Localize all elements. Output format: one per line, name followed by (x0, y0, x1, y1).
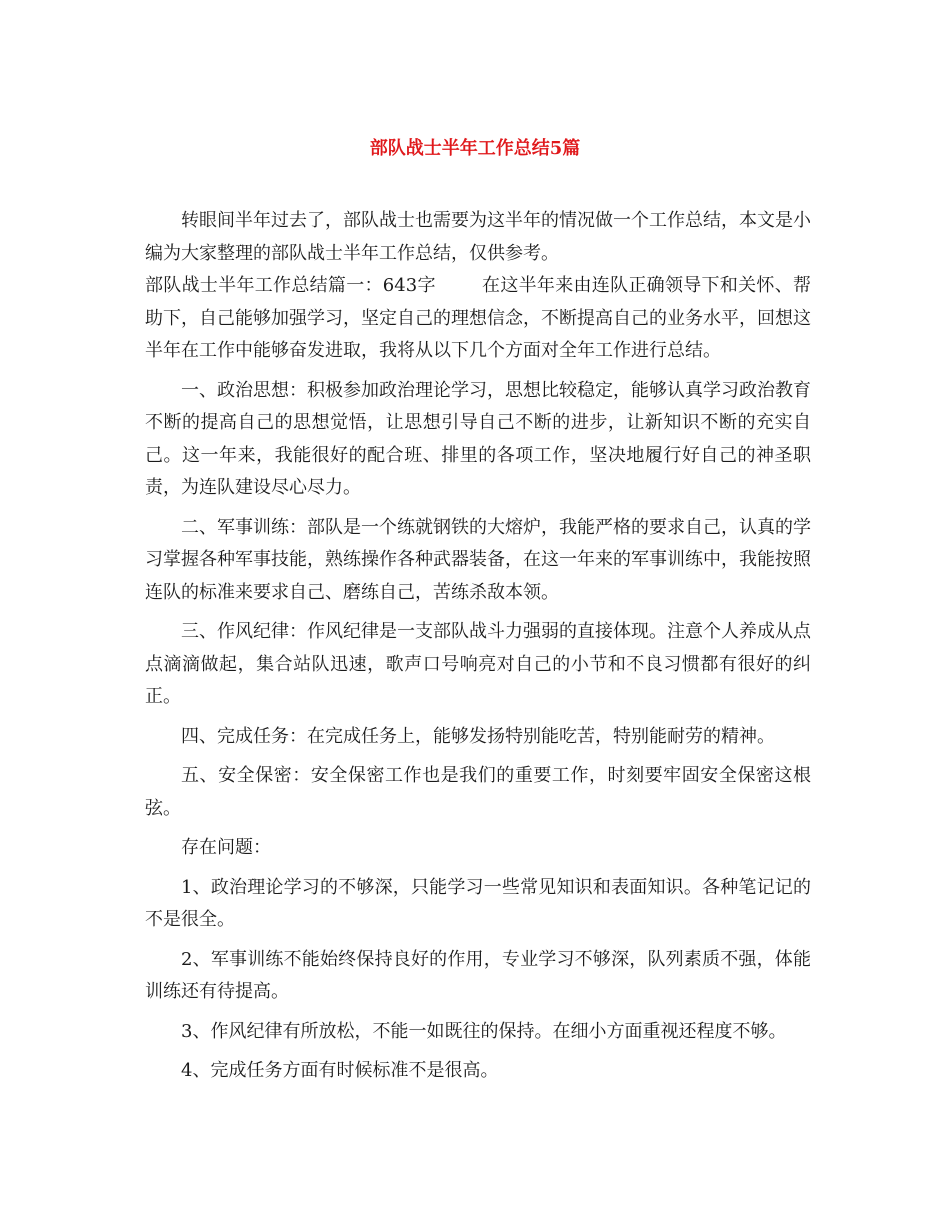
first-article-body: 在这半年来由连队正确领导下和关怀、帮助下，自己能够加强学习，坚定自己的理想信念，不断提高自己的业务水平，回想这半年在工作中能够奋发进取，我将从以下几个方面对全年工作进行总结。 (145, 275, 812, 361)
intro-paragraph: 转眼间半年过去了，部队战士也需要为这半年的情况做一个工作总结，本文是小编为大家整理的部队战士半年工作总结，仅供参考。 (145, 210, 811, 264)
problem-item: 1、政治理论学习的不够深，只能学习一些常见知识和表面知识。各种笔记记的不是很全。 (145, 876, 811, 930)
problem-item: 3、作风纪律有所放松，不能一如既往的保持。在细小方面重视还程度不够。 (181, 1020, 787, 1042)
problem-item: 2、军事训练不能始终保持良好的作用，专业学习不够深，队列素质不强，体能训练还有待提高。 (145, 948, 811, 1002)
section-paragraph-tasks: 四、完成任务：在完成任务上，能够发扬特别能吃苦，特别能耐劳的精神。 (181, 725, 775, 747)
problems-heading: 存在问题： (181, 837, 271, 858)
section-paragraph-discipline: 三、作风纪律：作风纪律是一支部队战斗力强弱的直接体现。注意个人养成从点点滴滴做起，集合站队迅速，歌声口号响亮对自己的小节和不良习惯都有很好的纠正。 (145, 621, 811, 707)
first-article-paragraph (145, 270, 811, 368)
document-title: 部队战士半年工作总结5篇 (369, 138, 581, 159)
document-body (145, 205, 811, 1088)
problem-item: 4、完成任务方面有时候标准不是很高。 (181, 1060, 499, 1081)
section-paragraph-training: 二、军事训练：部队是一个练就钢铁的大熔炉，我能严格的要求自己，认真的学习掌握各种军事技能，熟练操作各种武器装备，在这一年来的军事训练中，我能按照连队的标准来要求自己、磨练自己，苦练杀敌本领。 (145, 516, 811, 603)
first-article-heading: 部队战士半年工作总结篇一：643字 (145, 275, 436, 296)
section-paragraph-security: 五、安全保密：安全保密工作也是我们的重要工作，时刻要牢固安全保密这根弦。 (145, 765, 811, 819)
section-paragraph-political: 一、政治思想：积极参加政治理论学习，思想比较稳定，能够认真学习政治教育不断的提高自己的思想觉悟，让思想引导自己不断的进步，让新知识不断的充实自己。这一年来，我能很好的配合班、排里的各项工作，坚决地履行好自己的神圣职责，为连队建设尽心尽力。 (145, 379, 811, 498)
